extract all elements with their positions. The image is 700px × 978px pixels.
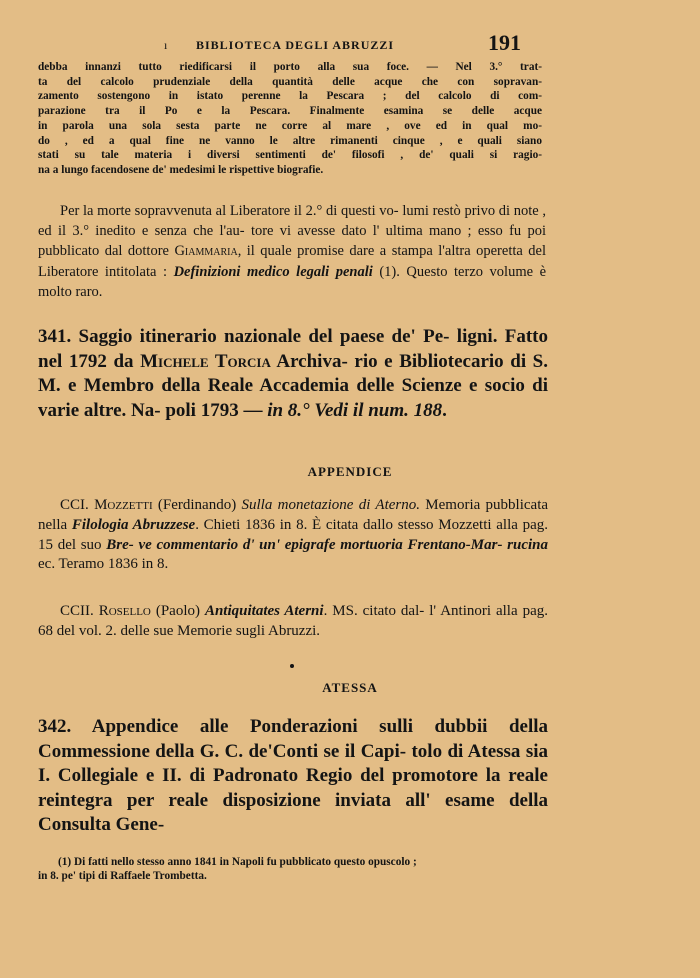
entry-number: CCI.: [60, 497, 89, 513]
text-line: do , ed a qual fine ne vanno le altre rimanenti cinque , e quali siano: [38, 134, 542, 147]
running-title: BIBLIOTECA DEGLI ABRUZZI: [196, 38, 395, 52]
text-line: na a lungo facendosene de' medesimi le rispettive biografie.: [38, 163, 324, 176]
entry-number: 342.: [38, 716, 72, 737]
work-title: Bre-: [106, 536, 134, 553]
appendix-entry-ccii: [38, 602, 548, 642]
section-heading-appendice: APPENDICE: [307, 464, 393, 479]
text-segment: ec. Teramo 1836 in 8.: [38, 556, 169, 573]
intro-paragraph: [38, 60, 542, 178]
cross-reference: in 8.° Vedi il num. 188: [267, 399, 443, 421]
ink-speck: [290, 664, 294, 668]
work-title: rucina: [507, 536, 549, 553]
text-segment: Regio del promotore la reale reintegra per reale: [38, 765, 548, 811]
text-segment: Memoria pubblicata nella: [38, 497, 549, 533]
text-segment: ligni. Fatto nel 1792 da: [38, 326, 549, 372]
text-line: in parola una sola sesta parte ne corre al mare , ove ed in qual mo-: [38, 119, 542, 132]
author-name: Mozzetti: [94, 497, 153, 513]
text-line: parazione tra il Po e la Pescara. Finalmente esamina se delle acque: [38, 105, 542, 118]
author-name: Michele Torcia: [140, 350, 271, 372]
author-name: Rosello: [98, 603, 151, 619]
text-segment: dal dottore: [104, 243, 175, 260]
text-segment: in 8. È citata dallo stesso Mozzetti alla pag. 15 del suo: [38, 516, 549, 553]
text-segment: l' Antinori alla pag. 68 del vol. 2. delle sue Memorie sugli: [38, 603, 548, 639]
text-segment: Archiva-: [270, 350, 348, 372]
footnote-line: (1) Di fatti nello stesso anno 1841 in Napoli fu pubblicato questo opuscolo ;: [58, 856, 417, 868]
author-name: Giammaria: [174, 243, 238, 260]
text-segment: rio e Bibliotecario di S. M. e Membro della Reale: [38, 350, 548, 396]
text-segment: . MS. citato dal-: [323, 603, 425, 619]
text-segment: (Ferdinando): [152, 497, 242, 513]
text-line: ta del calcolo prudenziale della quantità delle acque che con sopravan-: [38, 75, 542, 88]
text-line: stati su tale materia i diversi sentimenti de' filosofi , de' quali si ragio-: [38, 149, 542, 162]
work-title: Definizioni medico legali: [173, 263, 330, 280]
text-segment: tore vi avesse dato l' ultima mano ; esso fu poi pubblicato: [38, 223, 546, 260]
entry-342: [38, 715, 548, 838]
footnote-line: in 8. pe' tipi di Raffaele Trombetta.: [38, 870, 207, 882]
running-header: [0, 28, 700, 58]
work-title: penali: [335, 263, 373, 280]
entry-number: 341.: [38, 326, 72, 347]
text-segment: Appendice alle Ponderazioni sulli dubbii: [71, 716, 488, 737]
text-segment: .: [442, 399, 447, 421]
work-title: Antiquitates Aterni: [204, 603, 324, 619]
text-line: debba innanzi tutto riedificarsi il porto alla sua foce. — Nel 3.° trat-: [38, 61, 542, 73]
text-segment: disposizione inviata all' esame della Consulta Gene-: [38, 789, 549, 835]
text-segment: , il quale promise dare a stampa l'altra: [237, 243, 471, 260]
section-heading-atessa: ATESSA: [322, 680, 378, 695]
text-segment: (1). Questo terzo volume è molto raro.: [38, 263, 547, 300]
footnote: [38, 855, 546, 883]
text-segment: Accademia delle Scienze e socio di varie altre. Na-: [38, 375, 549, 421]
work-title: Sulla monetazione di Aterno.: [241, 497, 420, 513]
entry-341: [38, 325, 548, 423]
work-title: ve commentario d' un' epigrafe mortuoria Frentano-Mar-: [138, 536, 503, 553]
text-segment: (Paolo): [150, 603, 205, 619]
text-line: zamento sostengono in istato perenne la Pescara ; del calcolo di com-: [38, 90, 542, 103]
text-segment: . Chieti 1836: [195, 516, 275, 533]
text-segment: poli 1793 —: [165, 399, 268, 421]
text-segment: Abruzzi.: [267, 622, 321, 639]
header-mark: ı: [164, 38, 168, 52]
appendix-entry-cci: [38, 496, 548, 575]
paragraph-liberatore: [38, 201, 546, 302]
text-segment: lumi restò privo di note , ed il 3.° inedito e senza che l'au-: [38, 203, 546, 240]
entry-number: CCII.: [60, 603, 94, 619]
work-title: Filologia Abruzzese: [71, 516, 196, 533]
text-segment: operetta del Liberatore intitolata :: [38, 243, 547, 280]
page-number: 191: [488, 30, 521, 55]
text-segment: Saggio itinerario nazionale del paese de' Pe-: [71, 326, 450, 347]
text-segment: della Commessione della G. C. de'Conti se il Capi-: [38, 716, 549, 762]
text-segment: Per la morte sopravvenuta al Liberatore il 2.° di questi vo-: [60, 203, 399, 219]
text-segment: tolo di Atessa sia I. Collegiale e II. di Padronato: [38, 740, 548, 786]
